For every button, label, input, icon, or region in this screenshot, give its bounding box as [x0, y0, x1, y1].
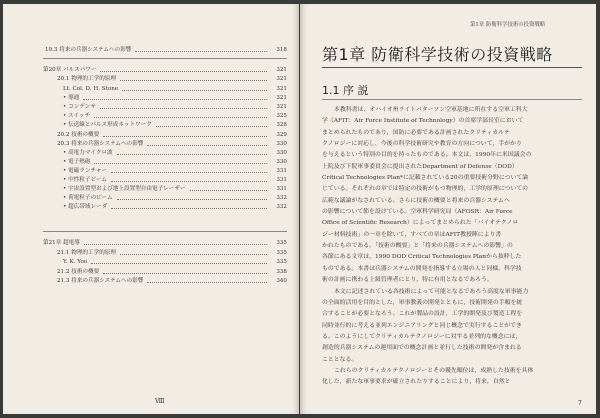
- toc-leader-dots: [147, 145, 267, 146]
- toc-entry: [3, 133, 299, 141]
- body-line: こととなる。: [322, 356, 358, 363]
- toc-entry-page: 338: [276, 269, 287, 275]
- chapter-rule: [322, 67, 582, 68]
- toc-entry: [3, 187, 299, 195]
- toc-entry-title: • 電子熱砲: [63, 159, 91, 165]
- body-line: じている。それぞれの章では特定の技術がもつ物理的，工学的原理についての: [322, 186, 529, 193]
- toc-leader-dots: [83, 99, 267, 100]
- body-text: [322, 105, 584, 389]
- toc-entry-title: • コンデンサ: [63, 104, 96, 110]
- toc-leader-dots: [94, 117, 267, 118]
- toc-leader-dots: [100, 71, 267, 72]
- toc-entry-page: 321: [276, 76, 287, 82]
- toc-entry-page: 321: [276, 104, 287, 110]
- toc-leader-dots: [111, 172, 267, 173]
- toc-entry-title: • 荷電粒子のビーム: [63, 195, 113, 201]
- toc-entry: [3, 77, 299, 85]
- toc-entry: [3, 96, 299, 104]
- toc-divider: [43, 58, 287, 59]
- toc-entry-page: 332: [276, 204, 287, 210]
- toc-entry-title: 20.1 物理的工学的原理: [57, 76, 116, 82]
- body-line: 各節にある文章は，1990 DOD Critical Technologies Planから抜粋した: [322, 254, 522, 261]
- body-line: を与えるという特別の目的を持ったものである。本文は，1990年に米国議会の: [322, 152, 532, 159]
- toc-entry: [3, 142, 299, 150]
- toc-entry-page: 335: [276, 250, 287, 256]
- toc-leader-dots: [94, 163, 267, 164]
- left-page: [3, 4, 299, 414]
- toc-entry-page: 331: [276, 186, 287, 192]
- toc-entry: [3, 68, 299, 76]
- toc-leader-dots: [84, 244, 267, 245]
- body-line: 本教科書は、オハイオ州ライトパターソン空軍基地に所在する空軍工科大: [334, 107, 528, 113]
- body-line: Critical Technologies Plan*に記載されている20の重要技術分野について論: [322, 175, 529, 182]
- toc-entry-page: 321: [276, 95, 287, 101]
- toc-entry: [3, 251, 299, 259]
- toc-entry-title: • 導通: [63, 95, 80, 101]
- body-line: 合することが必要となろう。これが製品の設計，工学的開発及び製造工程を: [322, 311, 523, 318]
- toc-entry: [3, 270, 299, 278]
- toc-entry-page: 331: [276, 168, 287, 174]
- body-line: Office of Scientific Research）によってまとめられた「バイオテクノロ: [322, 220, 519, 227]
- toc-entry-title: 21.1 物理的工学的原理: [57, 250, 116, 256]
- toc-entry-page: 329: [276, 132, 287, 138]
- toc-entry: [3, 241, 299, 249]
- toc-entry-title: 20.3 将来の兵器システムへの影響: [57, 141, 144, 147]
- toc-entry-title: • スイッチ: [63, 113, 91, 119]
- toc-leader-dots: [147, 282, 267, 283]
- toc-entry-page: 321: [276, 67, 287, 73]
- toc-leader-dots: [91, 263, 267, 264]
- section-rule: [322, 99, 582, 100]
- toc-leader-dots: [122, 90, 267, 91]
- toc-entry-title: 20.2 技術の概要: [57, 132, 100, 138]
- toc-entry-title: • 宇宙設置型および地上設置型自由電子レーザー: [63, 186, 186, 192]
- toc-leader-dots: [120, 80, 267, 81]
- toc-entry-title: 第21章 超電導: [43, 240, 80, 246]
- toc-leader-dots: [103, 136, 267, 137]
- toc-leader-dots: [135, 51, 267, 52]
- toc-entry-page: 331: [276, 177, 287, 183]
- body-line: 本文に記述されている各技術によって可能となるであろう高度な軍事能力: [334, 288, 529, 295]
- toc-entry-page: 330: [276, 141, 287, 147]
- toc-leader-dots: [190, 190, 267, 191]
- toc-entry: [3, 160, 299, 168]
- toc-entry-page: 318: [276, 47, 287, 53]
- toc-entry: [3, 123, 299, 131]
- toc-entry-title: • 超広帯域レーダ: [63, 204, 108, 210]
- body-line: これらのクリティカルテクノロジーとその優先順位は，成熟した技術を具体: [334, 367, 534, 374]
- toc-leader-dots: [111, 181, 267, 182]
- left-folio: Ⅷ: [155, 398, 165, 405]
- running-head: 第1章 防衛科学技術の投資戦略: [470, 22, 546, 28]
- toc-entry-page: 330: [276, 150, 287, 156]
- body-line: かれたものである。「技術の概要」と「将来の兵器システムへの影響」の: [322, 243, 513, 250]
- body-line: 化した，新たな軍事要求が確立されたりすることにより，将来，自然と: [322, 379, 511, 386]
- toc-entry: [3, 48, 299, 56]
- chapter-title: 第1章 防衛科学技術の投資戦略: [322, 45, 553, 64]
- toc-entry-page: 330: [276, 159, 287, 165]
- toc-entry-page: 321: [276, 86, 287, 92]
- toc-entry-page: 328: [276, 122, 287, 128]
- toc-entry: [3, 205, 299, 213]
- toc-entry: [3, 105, 299, 113]
- toc-entry: [3, 87, 299, 95]
- section-title: 1.1 序 説: [322, 84, 369, 97]
- toc-entry: [3, 279, 299, 287]
- toc-entry-title: 21.2 技術の概要: [57, 269, 100, 275]
- toc-entry-title: 21.3 将来の兵器システムへの影響: [57, 278, 144, 284]
- toc-leader-dots: [103, 273, 267, 274]
- toc-divider: [43, 231, 287, 232]
- toc-entry-title: • 高電力マイクロ波: [63, 150, 113, 156]
- body-line: 広範な議論がなされている。さらに技術の概要と将来の兵器システムへ: [322, 197, 510, 204]
- body-line: クノロジーに対応し，今後の科学技術研究や教育の方向について，手がかり: [322, 141, 522, 148]
- body-line: 上院及び下院軍事委員会に提出されたDepartment of Defense（DOD）: [322, 163, 518, 170]
- toc-entry: [3, 196, 299, 204]
- toc-entry: [3, 151, 299, 159]
- toc-entry-page: 332: [276, 195, 287, 201]
- body-line: の全面的活用を目的とした，軍事教義の開発とともに，技術開発の手順を統: [322, 299, 523, 306]
- toc-entry-title: 第20章 パルスパワー: [43, 67, 97, 73]
- body-line: まとめられたものであり，国防に必要である計画されたクリティカルテ: [322, 129, 510, 136]
- toc-entry-title: • 中性粒子ビーム: [63, 177, 108, 183]
- body-line: 術の計画に携わる上級管理者にとり，特に有用となるであろう。: [322, 277, 493, 284]
- body-line: 同時並行的に考える並列エンジニアリングと同じ概念で実行することができ: [322, 322, 522, 329]
- toc-entry-page: 325: [276, 113, 287, 119]
- toc-leader-dots: [111, 208, 267, 209]
- toc-entry: [3, 169, 299, 177]
- toc-leader-dots: [117, 199, 267, 200]
- right-folio: 7: [578, 400, 582, 407]
- toc-entry: [3, 114, 299, 122]
- right-page: [300, 4, 596, 414]
- toc-entry: [3, 260, 299, 268]
- toc-entry-title: Lt. Col. D. H. Stone: [63, 86, 119, 92]
- toc-entry-title: • 伝送線とパルス形成ネットワーク: [63, 122, 152, 128]
- body-line: ものである。本書は兵器システムの開発を指導する立場の人と同様，科学技: [322, 265, 522, 272]
- toc-entry-title: • 電磁ランチャー: [63, 168, 108, 174]
- toc-entry-title: 19.3 将来の兵器システムへの影響: [45, 47, 132, 53]
- body-line: 創造的兵器システムの運用面での概念計画と並行した技術の開発が含まれる: [322, 345, 522, 352]
- toc-entry-title: Y. K. Yoo: [63, 259, 88, 265]
- toc-leader-dots: [100, 108, 267, 109]
- toc-leader-dots: [120, 254, 267, 255]
- toc-entry-page: 340: [276, 278, 287, 284]
- toc-leader-dots: [156, 126, 267, 127]
- toc-leader-dots: [117, 154, 267, 155]
- toc-entry: [3, 178, 299, 186]
- body-line: の影響について節を設けている。空軍科学研究局（AFOSR：Air Force: [322, 209, 513, 216]
- toc-entry-page: 335: [276, 240, 287, 246]
- body-line: 学（AFIT：Air Force Institute of Technology）の首席学部長室において: [322, 118, 524, 125]
- toc-entry-page: 335: [276, 259, 287, 265]
- body-line: ジー材料技術」の一章を除いて，すべての章はAFIT教授陣により書: [322, 231, 502, 238]
- body-line: る。このようにしてクリティカルテクノロジーに対する並列的な概念には，: [322, 333, 522, 340]
